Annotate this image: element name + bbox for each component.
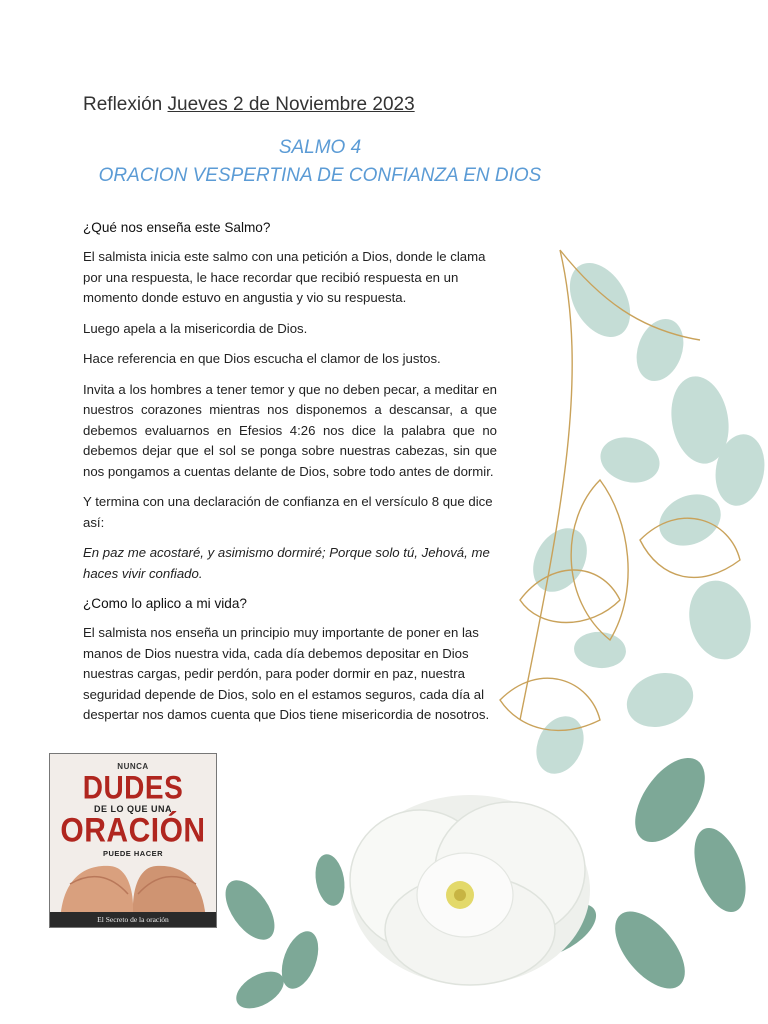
paragraph: El salmista nos enseña un principio muy importante de poner en las manos de Dios nuestra vida, cada día debemos depositar en Dios nuestras cargas, pedir perdón, para poder dormir en paz, nuestra seguridad depende de Dios, solo en el estamos seguros, cada día al despertar nos damos cuenta que Dios tiene misericordia de nosotros. [83,625,490,722]
verse-quote: En paz me acostaré, y asimismo dormiré; Porque solo tú, Jehová, me haces vivir confiado. [83,545,490,581]
poster-line: NUNCA [117,762,149,771]
psalm-subtitle: ORACION VESPERTINA DE CONFIANZA EN DIOS [98,165,542,186]
reflection-date: Jueves 2 de Noviembre 2023 [167,94,415,115]
white-flower [350,795,590,985]
poster-footer: El Secreto de la oración [50,912,216,927]
paragraph: Hace referencia en que Dios escucha el clamor de los justos. [83,351,441,366]
section-heading-apply: ¿Como lo aplico a mi vida? [83,596,247,611]
poster-line: DUDES [82,769,184,806]
title-block [60,134,580,190]
eucalyptus-leaves [522,252,768,781]
poster-line: PUEDE HACER [102,849,164,858]
section-heading-teach: ¿Qué nos enseña este Salmo? [83,220,271,235]
reflection-header [83,94,415,116]
paragraph: Invita a los hombres a tener temor y que no deben pecar, a meditar en nuestros corazones mientras nos disponemos a descansar, a que debemos evaluarnos en Efesios 4:26 nos dice la palabra que no debemos dejar que el sol se ponga sobre nuestras cabezas, sin que nos pongamos a cuentas delante de Dios, sobre todo antes de dormir. [83,381,497,479]
paragraph: El salmista inicia este salmo con una petición a Dios, donde le clama por una respuesta, le hace recordar que recibió respuesta en un momento donde estuvo en angustia y vio su respuesta. [83,249,486,305]
reflection-label: Reflexión [83,94,163,115]
paragraph: Luego apela a la misericordia de Dios. [83,320,308,336]
document-body [83,218,497,736]
paragraph: Y termina con una declaración de confianza en el versículo 8 que dice así: [83,494,493,530]
poster-line: ORACIÓN [60,811,206,850]
prayer-poster-image [49,753,217,928]
poster-line: DE LO QUE UNA [93,804,172,814]
psalm-title: SALMO 4 [278,137,362,158]
